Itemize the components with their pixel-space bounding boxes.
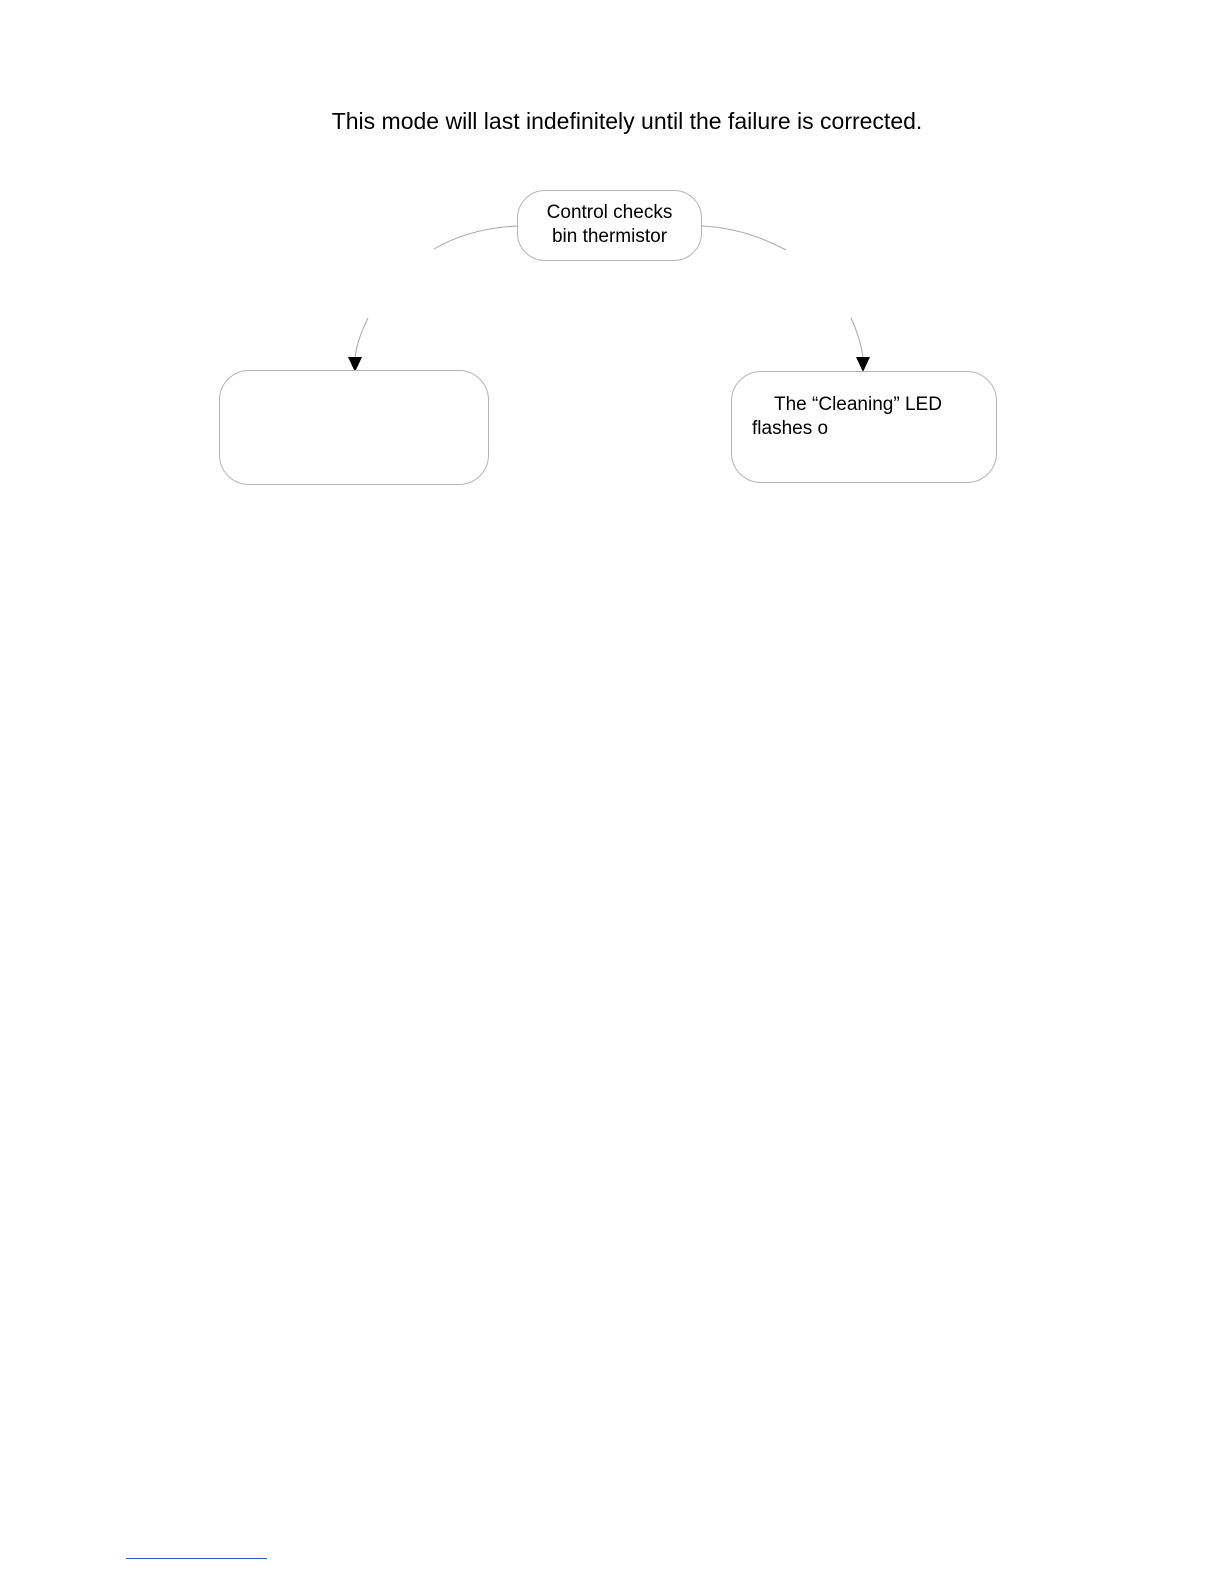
connector-top-left — [434, 226, 517, 249]
connector-top-right — [702, 226, 786, 250]
node-top-line-2: bin thermistor — [551, 226, 668, 247]
node-left-empty — [219, 370, 489, 485]
node-control-checks-bin-thermistor — [517, 190, 702, 261]
node-cleaning-led-flashes — [731, 371, 997, 483]
arrowhead-right — [856, 357, 870, 372]
page-heading: This mode will last indefinitely until the failure is corrected. — [331, 108, 923, 134]
node-right-line-1: The “Cleaning” LED — [774, 394, 942, 415]
connector-right-down — [851, 318, 863, 358]
node-top-line-1: Control checks — [546, 202, 673, 223]
flowchart-connectors — [0, 0, 1224, 600]
footnote-separator-rule — [126, 1558, 267, 1559]
connector-left-down — [355, 318, 368, 358]
node-right-line-2: flashes o — [752, 418, 829, 439]
